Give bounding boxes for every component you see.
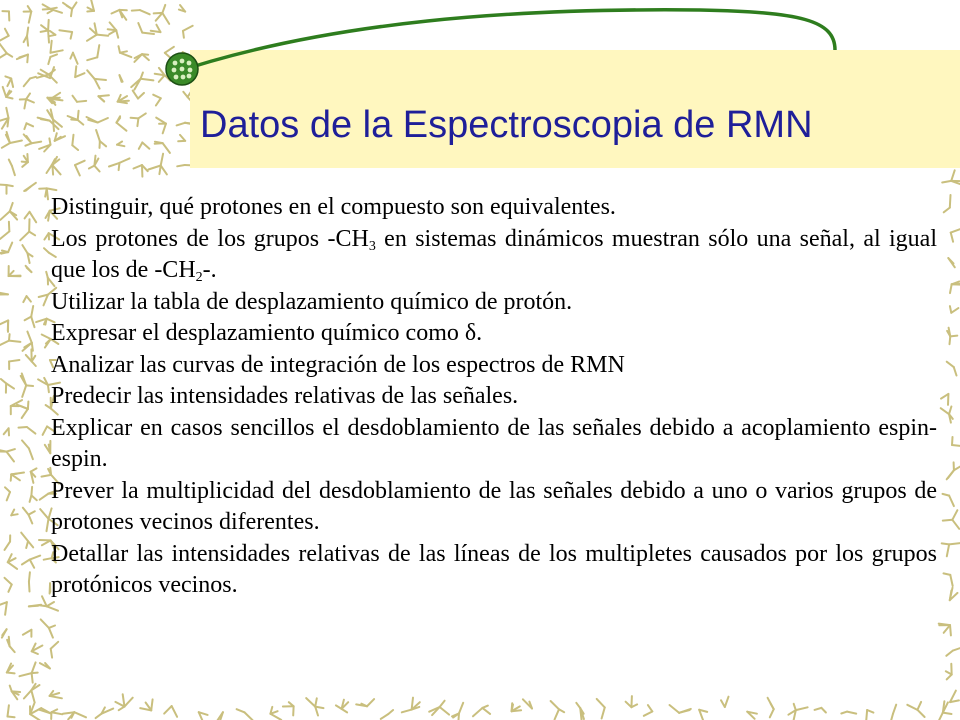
paragraph-6: Predecir las intensidades relativas de las señales. [51,383,519,409]
paragraph-2-part-a: Los protones de los grupos -CH [51,225,369,252]
paragraph-2 [51,224,937,287]
paragraph-9: Detallar las intensidades relativas de las líneas de los multipletes causados por los grupos protónicos vecinos. [51,540,937,598]
paragraph-8: Prever la multiplicidad del desdoblamiento de las señales debido a uno o varios grupos de protones vecinos diferentes. [51,477,937,535]
paragraph-1: Distinguir, qué protones en el compuesto son equivalentes. [51,194,616,220]
paragraph-5: Analizar las curvas de integración de los espectros de RMN [51,351,625,378]
paragraph-7: Explicar en casos sencillos el desdoblamiento de las señales debido a acoplamiento espin-espin. [51,414,937,472]
body-text [51,192,937,602]
subscript-2: 2 [195,270,203,285]
swoosh-curve [170,10,835,74]
paragraph-2-part-c: -. [202,257,217,283]
subscript-3: 3 [368,238,376,254]
paragraph-4: Expresar el desplazamiento químico como δ. [51,320,483,346]
paragraph-2-part-b: en sistemas dinámicos muestran sólo una señal, al igual que los de -CH [51,225,937,283]
green-dotted-orb-icon [166,53,198,85]
slide-title: Datos de la Espectroscopia de RMN [200,104,813,146]
paragraph-3: Utilizar la tabla de desplazamiento químico de protón. [51,288,573,315]
